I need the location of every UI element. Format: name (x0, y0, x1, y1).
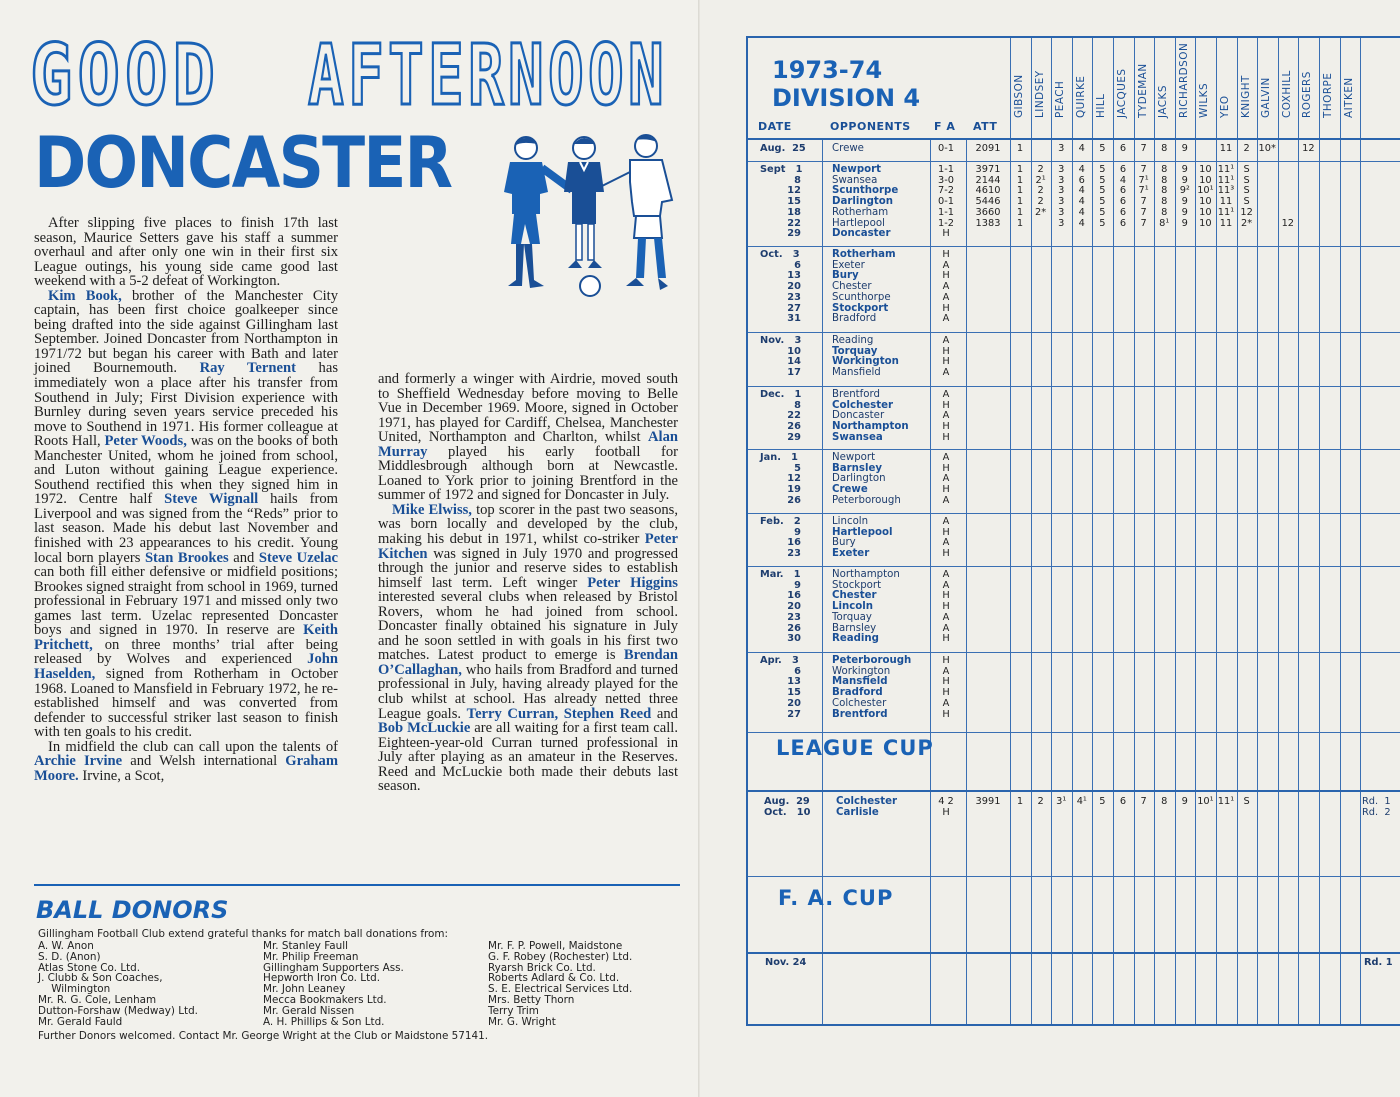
donor-name: Mr. Philip Freeman (263, 950, 359, 963)
article-paragraph: and formerly a winger with Airdrie, moved south to Sheffield Wednesday before moving to Belle Vue in December 1969. Moore, signed in October 1971, has played for Cardiff, Chelsea, Manchester United, Northampton and Charlton, whilst Alan Murray played his early football for Middlesbrough although born at Newcastle. Loaned to York prior to joining Brentford in the summer of 1972 and signed for Doncaster in July. (378, 371, 678, 504)
donor-name: Mecca Bookmakers Ltd. (263, 993, 387, 1006)
cup-result: 4 2 H (938, 796, 954, 818)
fixture-result: A H A H (942, 516, 950, 560)
fixture-opponents (832, 336, 899, 379)
opponent-name: Reading (832, 335, 874, 346)
header-rule (748, 138, 1400, 140)
player-shirt-number: 5 (1099, 796, 1106, 807)
donor-list-1 (38, 941, 198, 1027)
header-fa: F A (934, 120, 956, 133)
opponent-name: Hartlepool (832, 217, 885, 229)
player-shirt-number: 7 (1140, 796, 1147, 807)
donor-name: Mrs. Betty Thorn (488, 993, 575, 1006)
opponent-name: Exeter (832, 259, 865, 271)
opponent-name: Rotherham (832, 206, 889, 218)
player-shirt-number: 2 (1037, 796, 1044, 807)
fixture-dates: Jan. 1 5 12 19 26 (760, 452, 801, 506)
donor-list-2 (263, 941, 404, 1027)
donor-name: Mr. F. P. Powell, Maidstone (488, 940, 623, 952)
opponent-name: Workington (832, 665, 891, 677)
fixture-result: H A H A A H A (942, 249, 950, 325)
donor-name: Terry Trim (488, 1004, 539, 1017)
column-divider (930, 138, 931, 1024)
group-divider (748, 246, 1400, 247)
opponent-name: Stockport (832, 579, 882, 591)
player-shirt-number: S (1243, 796, 1250, 807)
player-shirt-number: 10 10 10¹ 10 10 10 (1197, 164, 1214, 229)
opponent-name: Colchester (832, 399, 894, 411)
headline-outline-text (30, 28, 670, 110)
fixture-dates: Apr. 3 6 13 15 20 27 (760, 655, 801, 720)
headline-word-2: AFTERNOON (308, 28, 668, 110)
fa-cup-date: Nov. 24 (765, 957, 807, 968)
player-shirt-number: 10* (1258, 143, 1276, 154)
divider (34, 884, 680, 886)
player-name: RICHARDSON (1177, 42, 1190, 118)
fa-cup-title: F. A. CUP (778, 886, 894, 910)
player-shirt-number: 3¹ (1056, 796, 1067, 807)
donor-name: Hepworth Iron Co. Ltd. (263, 972, 381, 985)
ball-donors-title: BALL DONORS (36, 896, 229, 924)
fixture-opponents (832, 517, 892, 560)
player-name: JACKS (1157, 85, 1170, 118)
opponent-name: Torquay (832, 611, 872, 623)
article-paragraph: Kim Book, brother of the Manchester City captain, has been first choice goalkeeper since being drafted into the side against Gillingham last September. Joined Doncaster from Northampton in 1971/72 but began his career with Bath and later joined Bournemouth. Ray Ternent has immediately won a place after his transfer from Southend in July; First Division experience with Burnley during seven years service preceded his move to Southend in 1971. His former colleague at Roots Hall, Peter Woods, was on the books of both Manchester United, whom he joined from school, and Luton without gaining League experience. Southend rectified this when they signed him in 1972. Centre half Steve Wignall hails from Liverpool and was signed from the “Reds” prior to last season. Made his debut last November and finished with 23 appearances to his credit. Young local born players Stan Brookes and Steve Uzelac can both fill either defensive or midfield positions; Brookes signed straight from school in 1969, turned professional in February 1971 and missed only two games last term. Uzelac represented Doncaster boys and signed in 1970. In reserve are Keith Pritchett, on three months’ trial after being released by Wolves and experienced John Haselden, signed from Rotherham in October 1968. Loaned to Mansfield in February 1972, he re-established himself and was converted from defender to successful striker last season to finish with ten goals to his credit. (34, 287, 339, 741)
team-name-heading: DONCASTER (34, 122, 452, 204)
donor-name: Ryarsh Brick Co. Ltd. (488, 961, 596, 974)
opponent-name: Brentford (832, 708, 888, 720)
opponent-name: Rotherham (832, 249, 896, 260)
donor-name: J. Clubb & Son Coaches, (38, 972, 163, 985)
player-shirt-number: 7 7¹ 7¹ 7 7 7 (1138, 164, 1149, 229)
fixture-result: A H A H A (942, 452, 950, 506)
ball-donors-intro: Gillingham Football Club extend grateful thanks for match ball donations from: (38, 928, 449, 940)
donor-name: G. F. Robey (Rochester) Ltd. (488, 950, 633, 963)
season-year: 1973-74 (772, 56, 883, 84)
cup-opponents (836, 797, 897, 818)
group-divider (748, 652, 1400, 653)
donor-name: A. H. Phillips & Son Ltd. (263, 1015, 385, 1028)
fixture-dates: Sept 1 8 12 15 18 22 29 (760, 164, 803, 240)
opponent-name: Darlington (832, 196, 894, 208)
donor-name: Mr. Stanley Faull (263, 940, 348, 952)
donor-name: S. D. (Anon) (38, 950, 101, 963)
section-rule (748, 790, 1400, 792)
player-name: GIBSON (1013, 74, 1025, 118)
donor-name: Gillingham Supporters Ass. (263, 961, 404, 974)
opponent-name: Mansfield (832, 367, 881, 379)
fixture-dates: Dec. 1 8 22 26 29 (760, 389, 802, 443)
article-column-1 (34, 216, 338, 783)
opponent-name: Chester (832, 281, 872, 293)
opponent-name: Swansea (832, 431, 883, 443)
player-name: PEACH (1054, 80, 1067, 118)
opponent-name: Carlisle (836, 806, 879, 818)
player-name: GALVIN (1260, 77, 1273, 118)
donor-list-3 (488, 941, 632, 1027)
division-name: DIVISION 4 (772, 84, 921, 112)
opponent-name: Peterborough (832, 494, 901, 506)
player-shirt-number: 2 (1243, 143, 1250, 154)
player-name: KNIGHT (1239, 75, 1252, 118)
headline-word-1: GOOD (30, 28, 220, 110)
player-name: YEO (1219, 95, 1231, 118)
league-cup-title: LEAGUE CUP (776, 736, 934, 760)
opponent-name: Torquay (832, 345, 878, 357)
article-column-2 (378, 372, 678, 794)
header-att: ATT (973, 120, 998, 133)
player-shirt-number: 5 5 5 5 5 5 (1099, 164, 1106, 229)
fixture-attendance: 2091 (975, 143, 1001, 154)
opponent-name: Newport (832, 452, 876, 463)
player-name: AITKEN (1342, 77, 1355, 118)
player-name: THORPE (1322, 72, 1334, 118)
player-shirt-number: 1 (1016, 143, 1024, 154)
headline-good-afternoon (30, 28, 670, 110)
player-shirt-number: 11 (1219, 143, 1233, 154)
opponent-name: Lincoln (832, 601, 874, 613)
fixture-opponents (832, 250, 896, 325)
player-shirt-number: 12 (1281, 217, 1295, 229)
player-shirt-number: 11¹ 11¹ 11³ 11 11¹ 11 (1217, 164, 1235, 229)
players-handshake-illustration (496, 128, 682, 308)
opponent-name: Mansfield (832, 676, 888, 688)
opponent-name: Barnsley (832, 622, 877, 634)
player-shirt-number: 6 (1119, 796, 1127, 807)
fixture-dates: Feb. 2 9 16 23 (760, 516, 801, 560)
opponent-name: Hartlepool (832, 526, 893, 538)
header-opponents: OPPONENTS (830, 120, 911, 133)
player-shirt-number: 1 (1016, 796, 1024, 807)
article-paragraph: In midfield the club can call upon the talents of Archie Irvine and Welsh international Graham Moore. Irvine, a Scot, (34, 738, 338, 784)
player-name: COXHILL (1280, 70, 1293, 118)
opponent-name: Crewe (832, 484, 868, 496)
group-divider (748, 386, 1400, 387)
donor-name: Dutton-Forshaw (Medway) Ltd. (38, 1004, 198, 1017)
fixture-opponents (832, 656, 911, 720)
donor-name: Mr. Gerald Nissen (263, 1004, 355, 1017)
opponent-name: Darlington (832, 473, 886, 485)
player-shirt-number: 8 8 8 8 8 8¹ (1159, 164, 1170, 229)
opponent-name: Barnsley (832, 462, 883, 474)
opponent-name: Newport (832, 164, 882, 175)
opponent-name: Doncaster (832, 410, 885, 422)
donor-name: S. E. Electrical Services Ltd. (488, 983, 633, 996)
donor-name: A. W. Anon (38, 940, 94, 952)
fixture-dates: Mar. 1 9 16 20 23 26 30 (760, 569, 801, 645)
section-rule (748, 876, 1400, 877)
opponent-name: Lincoln (832, 516, 869, 527)
column-divider (966, 138, 967, 1024)
fixture-attendance: 3971 2144 4610 5446 3660 1383 (975, 164, 1001, 229)
fixture-opponents (832, 453, 901, 507)
player-shirt-number: 9 (1181, 796, 1188, 807)
group-divider (748, 161, 1400, 162)
group-divider (748, 732, 1400, 733)
player-shirt-number: 4 (1078, 143, 1085, 154)
player-shirt-number: 7 (1140, 143, 1147, 154)
opponent-name: Exeter (832, 548, 870, 560)
opponent-name: Workington (832, 356, 899, 368)
player-shirt-number: 9 (1181, 143, 1188, 154)
opponent-name: Reading (832, 633, 879, 645)
donor-name: Mr. Gerald Fauld (38, 1015, 123, 1028)
player-name: LINDSEY (1033, 70, 1046, 118)
donor-name: Atlas Stone Co. Ltd. (38, 961, 141, 974)
fixture-result: A H A H H (942, 389, 950, 443)
donor-name: Mr. R. G. Cole, Lenham (38, 993, 157, 1006)
player-shirt-number: 8 (1161, 796, 1168, 807)
opponent-name: Scunthorpe (832, 291, 891, 303)
player-shirt-number: 10¹ (1197, 796, 1214, 807)
player-name: ROGERS (1301, 71, 1314, 118)
cup-attendance: 3991 (975, 796, 1001, 807)
opponent-name: Chester (832, 590, 877, 602)
season-title (772, 56, 920, 112)
player-shirt-number: 3 3 3 3 3 3 (1058, 164, 1065, 229)
fixture-result: A H H A (942, 335, 950, 379)
opponent-name: Doncaster (832, 228, 891, 240)
cup-round: Rd. 1 Rd. 2 (1362, 796, 1391, 818)
player-shirt-number: 9 9 9² 9 9 9 (1179, 164, 1190, 229)
group-divider (748, 332, 1400, 333)
player-shirt-number: 8 (1161, 143, 1168, 154)
opponent-name: Northampton (832, 421, 909, 433)
donor-name: Mr. G. Wright (488, 1015, 556, 1028)
fixture-opponents (832, 144, 864, 155)
donor-name: Mr. John Leaney (263, 983, 346, 996)
fixture-opponents (832, 165, 898, 240)
donor-name: Wilmington (38, 983, 111, 996)
opponent-name: Stockport (832, 302, 889, 314)
fa-cup-round: Rd. 1 (1364, 957, 1393, 968)
fixture-dates: Nov. 3 10 14 17 (760, 335, 802, 379)
opponent-name: Northampton (832, 569, 900, 580)
player-name: JACQUES (1116, 68, 1128, 118)
ball-donors-footer: Further Donors welcomed. Contact Mr. George Wright at the Club or Maidstone 57141. (38, 1030, 489, 1042)
player-shirt-number: 12 (1302, 143, 1315, 154)
player-shirt-number: 3 (1058, 143, 1065, 154)
fixture-dates: Oct. 3 6 13 20 23 27 31 (760, 249, 801, 325)
player-shirt-number: 11¹ (1217, 796, 1235, 807)
article-paragraph: Mike Elwiss, top scorer in the past two seasons, was born locally and developed by the club, making his debut in 1971, whilst co-striker Peter Kitchen was signed in July 1970 and progressed through the junior and reserve sides to establish himself last term. Left winger Peter Higgins interested several clubs when released by Bristol Rovers, whom he had joined from school. Doncaster finally obtained his signature in July and he soon settled in with goals in his first two matches. Latest product to emerge is Brendan O’Callaghan, who hails from Bradford and turned professional in July, having already played for the club whilst at school. Has already netted three League goals. Terry Curran, Stephen Reed and Bob McLuckie are all waiting for a first team call. Eighteen-year-old Curran turned professional in July after playing as an amateur in the Reserves. Reed and McLuckie both made their debuts last season. (378, 501, 678, 795)
opponent-name: Bury (832, 537, 856, 549)
fixture-opponents (832, 570, 900, 645)
player-name: QUIRKE (1074, 75, 1087, 118)
opponent-name: Brentford (832, 389, 880, 400)
player-shirt-number: S S S S 12 2* (1240, 164, 1253, 229)
donor-name: Roberts Adlard & Co. Ltd. (488, 972, 620, 985)
header-date: DATE (758, 120, 792, 133)
opponent-name: Scunthorpe (832, 185, 899, 197)
player-shirt-number: 5 (1099, 143, 1106, 154)
opponent-name: Peterborough (832, 655, 912, 666)
opponent-name: Bradford (832, 687, 883, 699)
fixture-dates: Aug. 25 (760, 143, 806, 154)
section-rule (748, 952, 1400, 954)
player-shirt-number: 1 1 1 1 1 1 (1016, 164, 1024, 229)
opponent-name: Colchester (836, 796, 898, 807)
fixture-opponents (832, 390, 909, 444)
group-divider (748, 513, 1400, 514)
player-name: HILL (1095, 93, 1108, 118)
player-shirt-number: 6 4 6 6 6 6 (1119, 164, 1127, 229)
fixture-result: 0-1 (937, 143, 954, 154)
opponent-name: Bury (832, 270, 859, 282)
fixture-result: 1-1 3-0 7-2 0-1 1-1 1-2 H (937, 164, 954, 240)
fixture-result: H A H H A H (942, 655, 950, 720)
opponent-name: Swansea (832, 174, 878, 186)
player-shirt-number: 6 (1119, 143, 1127, 154)
player-name: WILKS (1198, 82, 1211, 118)
opponent-name: Crewe (832, 143, 864, 154)
player-shirt-number: 2 2¹ 2 2 2* (1035, 164, 1047, 218)
group-divider (748, 566, 1400, 567)
opponent-name: Bradford (832, 313, 877, 325)
cup-dates: Aug. 29 Oct. 10 (764, 796, 811, 818)
player-shirt-number: 4¹ (1076, 796, 1087, 807)
player-shirt-number: 4 6 4 4 4 4 (1078, 164, 1085, 229)
fixture-result: A A H H A A H (942, 569, 950, 645)
player-name: TYDEMAN (1136, 63, 1149, 118)
opponent-name: Colchester (832, 697, 887, 709)
group-divider (748, 449, 1400, 450)
article-paragraph: After slipping five places to finish 17th last season, Maurice Setters gave his staff a summer overhaul and after only one win in their first six League outings, his young side came good last weekend with a 5-2 defeat of Workington. (34, 215, 338, 290)
